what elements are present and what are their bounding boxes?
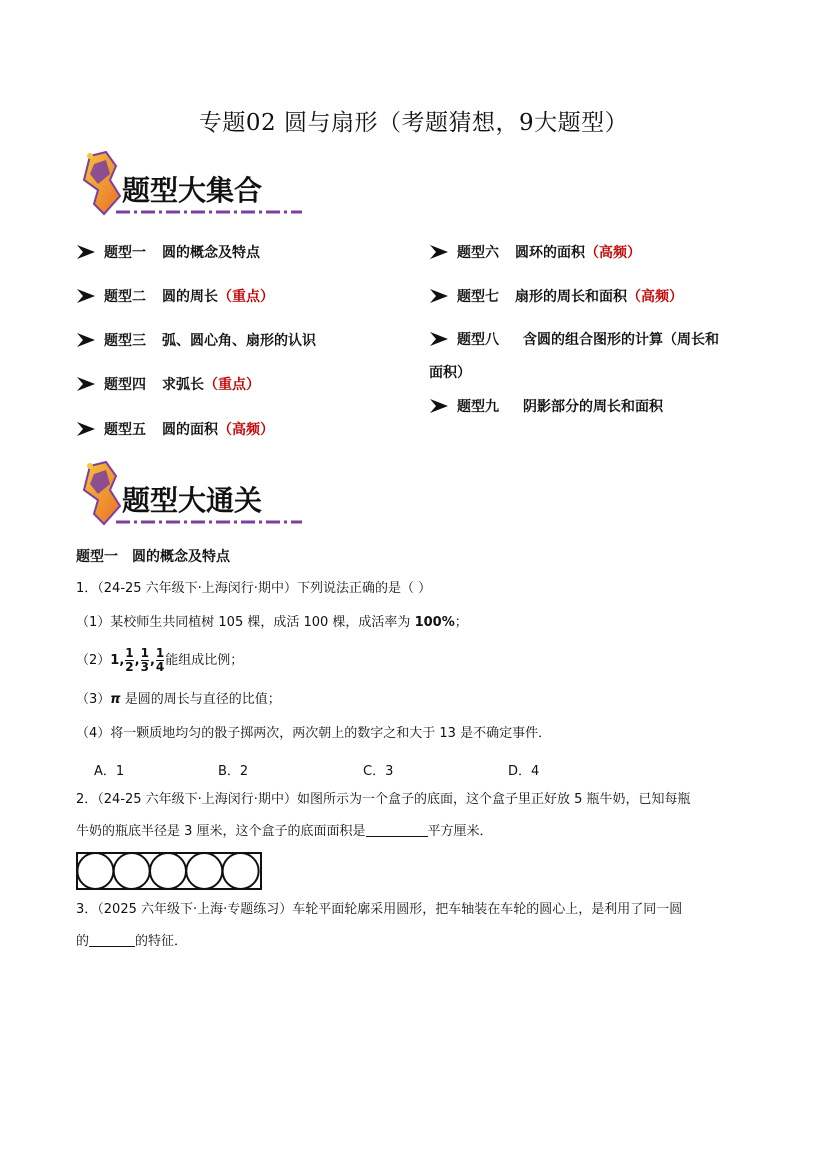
arrow-icon — [429, 288, 449, 304]
toc-label: 圆的周长 — [162, 289, 218, 305]
bottle-circle — [150, 853, 186, 889]
q2-line-1: 2．（24-25 六年级下·上海闵行·期中）如图所示为一个盒子的底面，这个盒子里正好放 5 瓶牛奶，已知每瓶 — [76, 792, 691, 807]
frac-den: 2 — [125, 660, 134, 674]
toc-item-5[interactable] — [76, 420, 274, 440]
toc-item-3[interactable] — [76, 331, 316, 351]
bottle-circle — [114, 853, 150, 889]
banner-mascot-icon — [76, 460, 304, 530]
fraction — [156, 647, 164, 674]
toc-label: 求弧长 — [162, 377, 204, 393]
q1-s3-post: 是圆的周长与直径的比值； — [120, 692, 281, 707]
toc-tag: （高频） — [218, 422, 274, 438]
q1-stem: 1．（24-25 六年级下·上海闵行·期中）下列说法正确的是（ ） — [76, 581, 432, 596]
q2-line-2 — [76, 822, 493, 842]
q1-s1-post: ； — [454, 615, 468, 630]
banner-collection-text: 题型大集合 — [122, 174, 263, 207]
answer-blank[interactable] — [366, 822, 428, 837]
frac-num: 1 — [140, 646, 149, 660]
toc-num: 题型九 — [457, 399, 499, 415]
box-outline — [77, 853, 261, 889]
fraction — [125, 647, 133, 674]
choice-c[interactable]: C．3 — [363, 764, 394, 779]
banner-pass — [76, 460, 304, 530]
choice-b[interactable]: B．2 — [218, 764, 249, 779]
arrow-icon — [76, 421, 96, 437]
q1-statement-3 — [76, 690, 281, 710]
banner-pass-text: 题型大通关 — [122, 484, 263, 517]
toc-num: 题型一 — [104, 245, 146, 261]
frac-den: 4 — [155, 660, 165, 674]
q1-statement-2: （2）1, $\frac{1}{2}$ , $\frac{1}{3}$ , $\frac{1}{4}$ 能组成比例； — [76, 646, 244, 674]
q1-statement-4: （4）将一颗质地均匀的骰子掷两次，两次朝上的数字之和大于 13 是不确定事件． — [76, 726, 552, 741]
toc-label: 含圆的组合图形的计算（周长和面积） — [429, 332, 719, 381]
q3-line-2-post: 的特征． — [135, 934, 188, 949]
toc-item-8[interactable] — [429, 324, 729, 390]
toc-item-1[interactable] — [76, 243, 260, 263]
arrow-icon — [76, 288, 96, 304]
toc-num: 题型五 — [104, 422, 146, 438]
milk-box-diagram — [76, 852, 262, 890]
toc-tag: （重点） — [204, 377, 260, 393]
toc-item-9[interactable] — [429, 397, 663, 417]
frac-num: 1 — [155, 646, 165, 660]
q1-s3-text: （3） — [76, 692, 111, 707]
toc-num: 题型七 — [457, 289, 499, 305]
pi-symbol: π — [110, 692, 121, 707]
toc-label: 圆的概念及特点 — [162, 245, 260, 261]
q3-line-2-text: 的 — [76, 934, 90, 949]
q2-line-2-text: 牛奶的瓶底半径是 3 厘米，这个盒子的底面面积是 — [76, 824, 366, 839]
choice-a[interactable]: A．1 — [94, 764, 125, 779]
toc-label: 扇形的周长和面积 — [515, 289, 627, 305]
arrow-icon — [429, 244, 449, 260]
toc-label: 圆的面积 — [162, 422, 218, 438]
q1-s1-bold: 100% — [414, 615, 455, 630]
frac-num: 1 — [125, 646, 134, 660]
toc-item-2[interactable] — [76, 287, 274, 307]
toc-tag: （高频） — [627, 289, 683, 305]
arrow-icon — [76, 244, 96, 260]
toc-num: 题型八 — [457, 332, 499, 348]
bottle-circle — [223, 853, 259, 889]
toc-tag: （重点） — [218, 289, 274, 305]
q1-s1-text: （1）某校师生共同植树 105 棵，成活 100 棵，成活率为 — [76, 615, 415, 630]
toc-num: 题型三 — [104, 333, 146, 349]
toc-label: 阴影部分的周长和面积 — [523, 399, 663, 415]
answer-blank[interactable] — [89, 932, 135, 947]
arrow-icon — [429, 398, 449, 414]
toc-num: 题型四 — [104, 377, 146, 393]
fraction — [141, 647, 149, 674]
page-title: 专题02 圆与扇形（考题猜想，9大题型） — [198, 110, 629, 136]
frac-den: 3 — [140, 660, 149, 674]
arrow-icon — [76, 376, 96, 392]
q1-s2-one: 1, — [110, 653, 125, 668]
toc-num: 题型六 — [457, 245, 499, 261]
bottle-circle — [186, 853, 222, 889]
toc-item-4[interactable] — [76, 375, 260, 395]
q3-line-2 — [76, 932, 187, 952]
arrow-icon — [76, 332, 96, 348]
q1-s2-post: 能组成比例； — [165, 653, 244, 668]
arrow-icon — [429, 331, 449, 347]
toc-num: 题型二 — [104, 289, 146, 305]
toc-tag: （高频） — [585, 245, 641, 261]
toc-label: 圆环的面积 — [515, 245, 585, 261]
q3-line-1: 3．（2025 六年级下·上海·专题练习）车轮平面轮廓采用圆形，把车轴装在车轮的圆心上，是利用了同一圆 — [76, 902, 683, 917]
q2-line-2-post: 平方厘米． — [427, 824, 493, 839]
toc-item-7[interactable] — [429, 287, 683, 307]
toc-item-6[interactable] — [429, 243, 641, 263]
banner-mascot-icon — [76, 150, 304, 220]
bottle-circle — [77, 853, 113, 889]
q1-statement-1 — [76, 613, 468, 633]
toc-label: 弧、圆心角、扇形的认识 — [162, 333, 316, 349]
choice-d[interactable]: D．4 — [508, 764, 540, 779]
section-heading: 题型一 圆的概念及特点 — [76, 549, 230, 565]
banner-collection — [76, 150, 304, 220]
q1-s2-text: （2） — [76, 653, 111, 668]
